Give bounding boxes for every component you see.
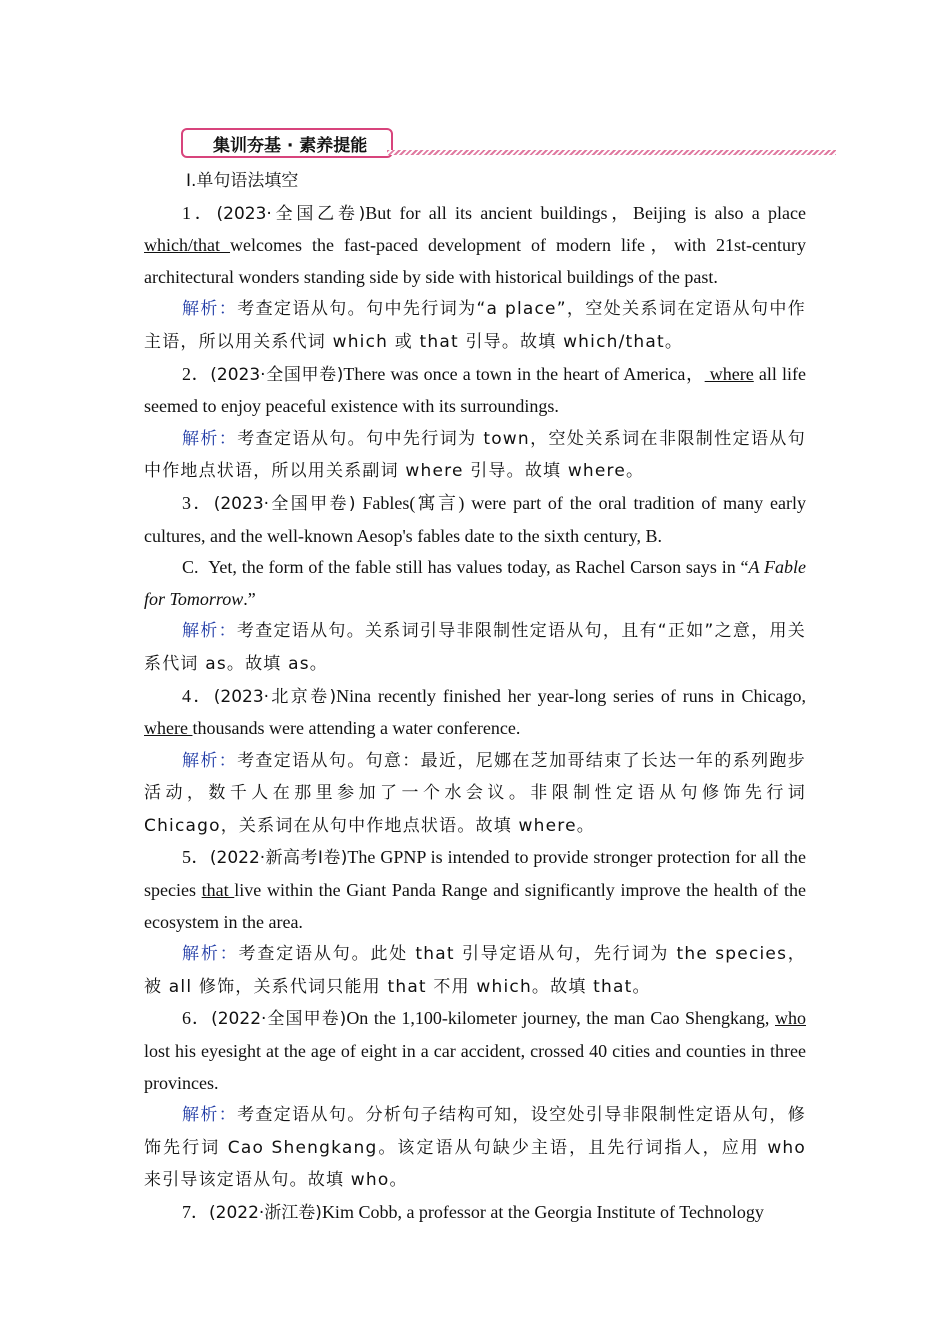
question-source: (2022·全国甲卷)	[211, 1009, 347, 1030]
question-number: 6．	[182, 1008, 212, 1029]
analysis-label: 解析：	[182, 299, 238, 320]
question-source: (2023·全国甲卷)	[213, 493, 356, 514]
analysis-6	[144, 1099, 806, 1197]
question-text: Nina recently finished her year-long series of runs in Chicago,	[336, 685, 807, 706]
question-number: 4．	[182, 685, 214, 706]
answer-blank: where	[144, 718, 193, 739]
italic-title: A Fable for Tomorrow	[144, 557, 807, 609]
question-text: all life seemed to enjoy peaceful existence with its surroundings.	[144, 363, 807, 417]
answer-blank: which/that	[144, 235, 231, 256]
question-4	[144, 681, 806, 745]
analysis-text: 考查定语从句。分析句子结构可知，设空处引导非限制性定语从句，修饰先行词 Cao Shengkang。该定语从句缺少主语，且先行词指人，应用 who 来引导该定语从句。故填 who。	[144, 1105, 806, 1191]
question-3	[144, 488, 806, 552]
question-text: .”	[243, 588, 256, 609]
question-source: (2023·全国甲卷)	[210, 364, 344, 385]
banner-divider	[387, 150, 836, 155]
answer-blank: as	[555, 557, 576, 578]
question-1	[144, 198, 806, 294]
question-number: 5．	[182, 847, 210, 868]
exercise-content	[144, 166, 806, 1230]
analysis-4	[144, 745, 806, 843]
question-text: The GPNP is intended to provide stronger protection for all the species	[144, 847, 806, 901]
question-text: Rachel Carson says in “	[575, 557, 749, 578]
analysis-3	[144, 615, 806, 680]
question-number: 3．	[182, 492, 214, 513]
analysis-text: 考查定语从句。此处 that 引导定语从句，先行词为 the species，被 all 修饰，关系代词只能用 that 不用 which。故填 that。	[144, 944, 806, 997]
question-text: Kim Cobb, a professor at the Georgia Institute of Technology	[321, 1202, 764, 1222]
question-number: 2．	[182, 363, 211, 384]
question-text: lost his eyesight at the age of eight in a car accident, crossed 40 cities and counties in three provinces.	[144, 1041, 806, 1093]
question-number: 7．	[182, 1202, 209, 1222]
analysis-1	[144, 293, 806, 358]
analysis-label: 解析：	[182, 428, 238, 449]
question-text: Fables(寓言) were part of the oral tradition of many early cultures, and the well-known Aesop's fables date to the sixth century, B.	[144, 492, 807, 546]
question-5	[144, 842, 806, 938]
analysis-text: 考查定语从句。关系词引导非限制性定语从句，且有“正如”之意，用关系代词 as。故填 as。	[144, 621, 806, 674]
analysis-label: 解析：	[182, 750, 238, 771]
question-text: There was once a town in the heart of America，	[343, 363, 705, 384]
answer-blank: where	[704, 363, 754, 384]
analysis-label: 解析：	[182, 621, 237, 642]
analysis-label: 解析：	[182, 1105, 238, 1126]
question-text: live within the Giant Panda Range and significantly improve the health of the ecosystem in the area.	[144, 880, 807, 932]
question-source: (2023·北京卷)	[213, 686, 337, 707]
analysis-text: 考查定语从句。句意：最近，尼娜在芝加哥结束了长达一年的系列跑步活动，数千人在那里参加了一个水会议。非限制性定语从句修饰先行词 Chicago，关系词在从句中作地点状语。故填 where。	[144, 750, 806, 836]
analysis-text: 考查定语从句。句中先行词为“a place”，空处关系词在定语从句中作主语，所以用关系代词 which 或 that 引导。故填 which/that。	[144, 299, 807, 352]
question-3-continuation	[144, 552, 806, 615]
question-text: thousands were attending a water conference.	[192, 718, 521, 739]
question-number: 1．	[182, 202, 217, 223]
answer-blank: who	[775, 1008, 806, 1029]
option-prefix: C.	[182, 557, 199, 578]
question-text: But for all its ancient buildings，Beijing is also a place	[365, 202, 806, 223]
section-title: Ⅰ.单句语法填空	[186, 171, 299, 191]
analysis-2	[144, 423, 806, 488]
question-source: (2023·全国乙卷)	[216, 203, 366, 224]
question-6	[144, 1003, 806, 1099]
question-text: On the 1,100-kilometer journey, the man Cao Shengkang,	[346, 1008, 775, 1029]
section-banner	[181, 128, 836, 160]
question-text: welcomes the fast-paced development of modern life，with 21st-century architectural wonders standing side by side with historical buildings of the past.	[144, 235, 807, 287]
banner-title: 集训夯基 · 素养提能	[213, 136, 368, 156]
analysis-label: 解析：	[182, 944, 239, 965]
question-2	[144, 359, 806, 423]
banner-box	[181, 128, 393, 158]
question-text: Yet, the form of the fable still has values today,	[208, 557, 551, 578]
question-source: (2022·浙江卷)	[209, 1203, 322, 1223]
question-7	[144, 1197, 806, 1230]
answer-blank: that	[201, 880, 235, 901]
analysis-5	[144, 938, 806, 1003]
analysis-text: 考查定语从句。句中先行词为 town，空处关系词在非限制性定语从句中作地点状语，所以用关系副词 where 引导。故填 where。	[144, 428, 806, 482]
question-source: (2022·新高考Ⅰ卷)	[209, 848, 348, 869]
